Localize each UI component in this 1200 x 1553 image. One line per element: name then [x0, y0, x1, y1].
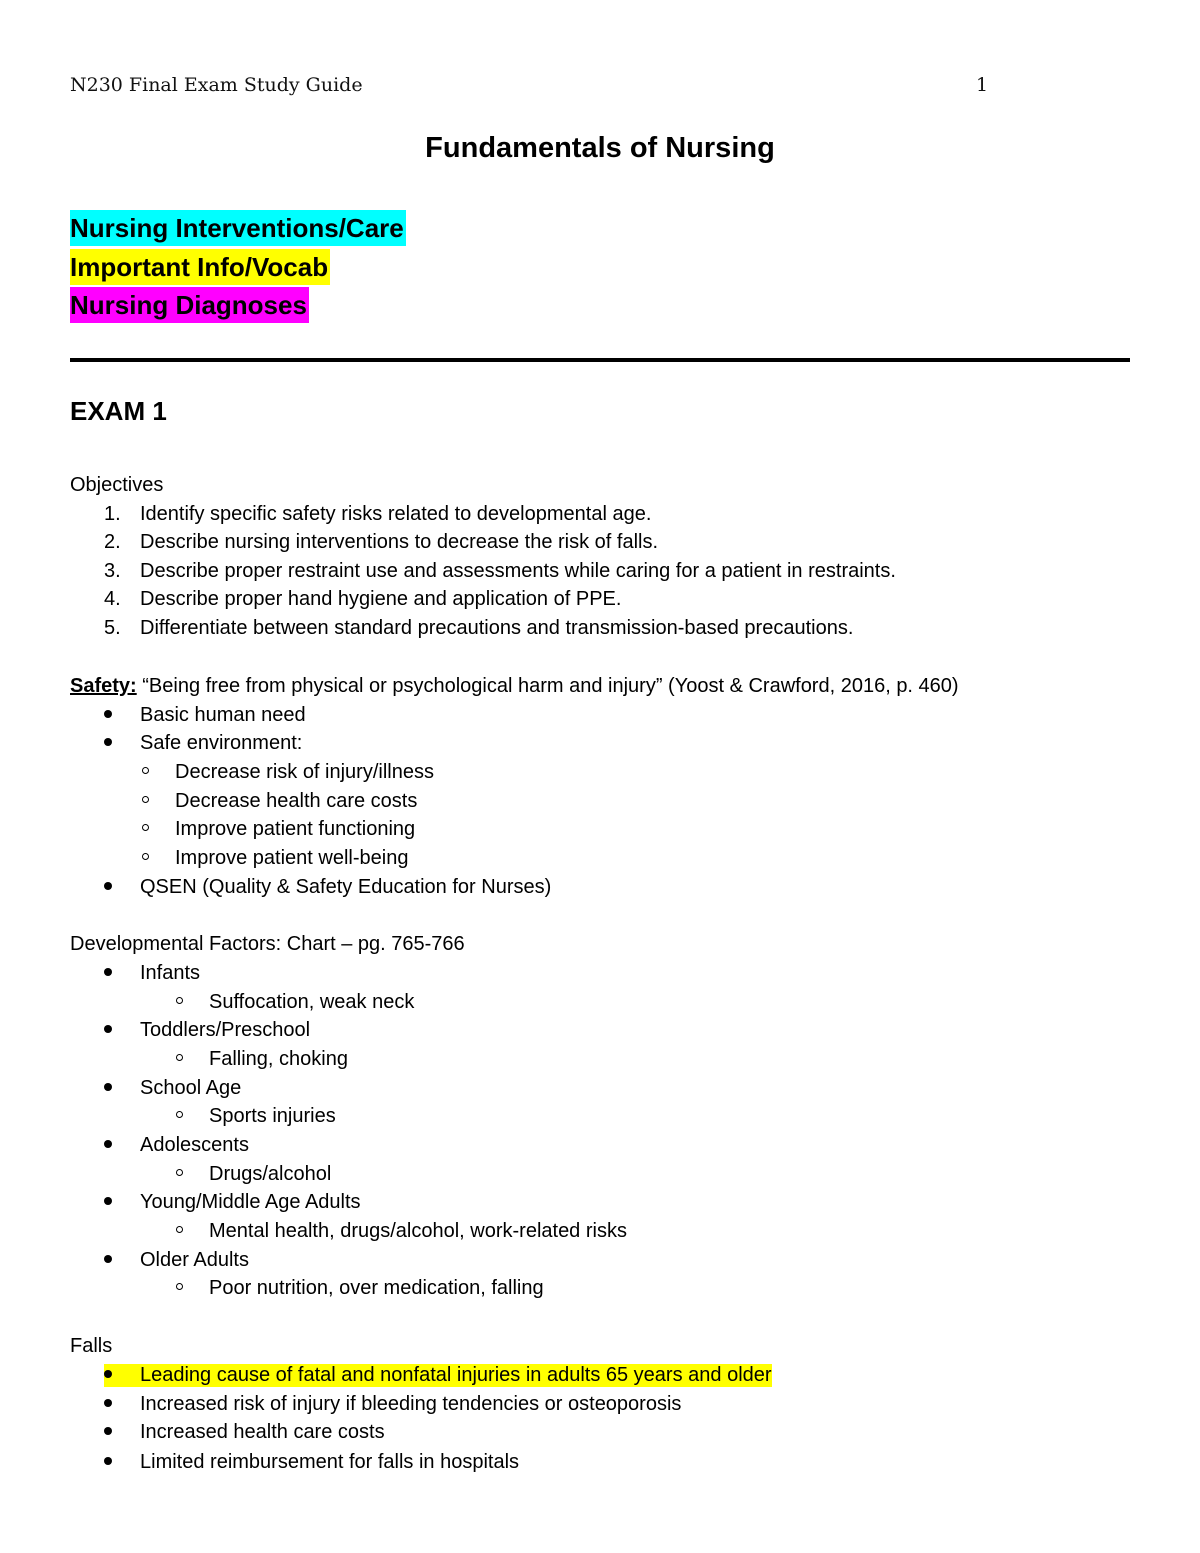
- bullet-icon: [104, 1255, 112, 1263]
- bullet-item: Infants: [104, 962, 200, 985]
- sub-bullet-item: Decrease risk of injury/illness: [142, 761, 434, 784]
- sub-bullet-item: Improve patient well-being: [142, 847, 408, 870]
- sub-bullet-item: Decrease health care costs: [142, 790, 417, 813]
- objective-item: 2. Describe nursing interventions to decrease the risk of falls.: [104, 531, 659, 553]
- sub-bullet-item: Poor nutrition, over medication, falling: [176, 1277, 544, 1300]
- bullet-icon: [104, 738, 112, 746]
- sub-bullet-icon: [176, 997, 183, 1004]
- bullet-icon: [104, 882, 112, 890]
- safety-definition: Safety: “Being free from physical or psychological harm and injury” (Yoost & Crawford, 2016, p. 460): [70, 675, 959, 697]
- bullet-item: Older Adults: [104, 1249, 249, 1272]
- sub-bullet-icon: [142, 824, 149, 831]
- page-number: 1: [976, 74, 989, 96]
- sub-bullet-icon: [142, 796, 149, 803]
- sub-bullet-item: Sports injuries: [176, 1105, 336, 1128]
- safety-term: Safety:: [70, 675, 137, 697]
- sub-bullet-icon: [176, 1054, 183, 1061]
- bullet-icon: [104, 1140, 112, 1148]
- bullet-item: Safe environment:: [104, 732, 302, 755]
- sub-bullet-item: Mental health, drugs/alcohol, work-related risks: [176, 1220, 627, 1243]
- objective-item: 5. Differentiate between standard precautions and transmission-based precautions.: [104, 617, 854, 639]
- sub-bullet-icon: [142, 853, 149, 860]
- legend-important-info: Important Info/Vocab: [70, 249, 330, 285]
- running-header: N230 Final Exam Study Guide: [70, 74, 363, 96]
- objective-item: 3. Describe proper restraint use and assessments while caring for a patient in restraints.: [104, 560, 896, 582]
- bullet-icon: [104, 1370, 112, 1378]
- horizontal-rule: [70, 358, 1130, 362]
- objective-item: 4. Describe proper hand hygiene and application of PPE.: [104, 588, 622, 610]
- sub-bullet-icon: [176, 1226, 183, 1233]
- sub-bullet-icon: [176, 1283, 183, 1290]
- objective-item: 1. Identify specific safety risks related to developmental age.: [104, 503, 652, 525]
- bullet-item: Limited reimbursement for falls in hospitals: [104, 1451, 519, 1474]
- bullet-icon: [104, 1025, 112, 1033]
- falls-label: Falls: [70, 1335, 113, 1357]
- bullet-icon: [104, 1083, 112, 1091]
- bullet-icon: [104, 710, 112, 718]
- legend-interventions: Nursing Interventions/Care: [70, 210, 406, 246]
- bullet-item: Increased health care costs: [104, 1421, 385, 1444]
- document-title: Fundamentals of Nursing: [425, 132, 775, 164]
- sub-bullet-item: Improve patient functioning: [142, 818, 415, 841]
- bullet-item: Young/Middle Age Adults: [104, 1191, 361, 1214]
- sub-bullet-icon: [176, 1169, 183, 1176]
- exam-heading: EXAM 1: [70, 396, 167, 426]
- bullet-icon: [104, 1457, 112, 1465]
- bullet-item: QSEN (Quality & Safety Education for Nurses): [104, 876, 551, 899]
- bullet-item: School Age: [104, 1077, 241, 1100]
- developmental-label: Developmental Factors: Chart – pg. 765-766: [70, 933, 465, 955]
- bullet-icon: [104, 1197, 112, 1205]
- sub-bullet-item: Falling, choking: [176, 1048, 348, 1071]
- sub-bullet-item: Suffocation, weak neck: [176, 991, 414, 1014]
- bullet-item: Toddlers/Preschool: [104, 1019, 310, 1042]
- bullet-item: Basic human need: [104, 704, 306, 727]
- sub-bullet-icon: [142, 767, 149, 774]
- bullet-icon: [104, 968, 112, 976]
- legend-diagnoses: Nursing Diagnoses: [70, 287, 309, 323]
- bullet-icon: [104, 1399, 112, 1407]
- bullet-item: Adolescents: [104, 1134, 249, 1157]
- sub-bullet-item: Drugs/alcohol: [176, 1163, 331, 1186]
- bullet-item: Increased risk of injury if bleeding tendencies or osteoporosis: [104, 1393, 681, 1416]
- bullet-item-highlighted: Leading cause of fatal and nonfatal injuries in adults 65 years and older: [104, 1364, 772, 1387]
- bullet-icon: [104, 1427, 112, 1435]
- sub-bullet-icon: [176, 1111, 183, 1118]
- objectives-label: Objectives: [70, 474, 164, 496]
